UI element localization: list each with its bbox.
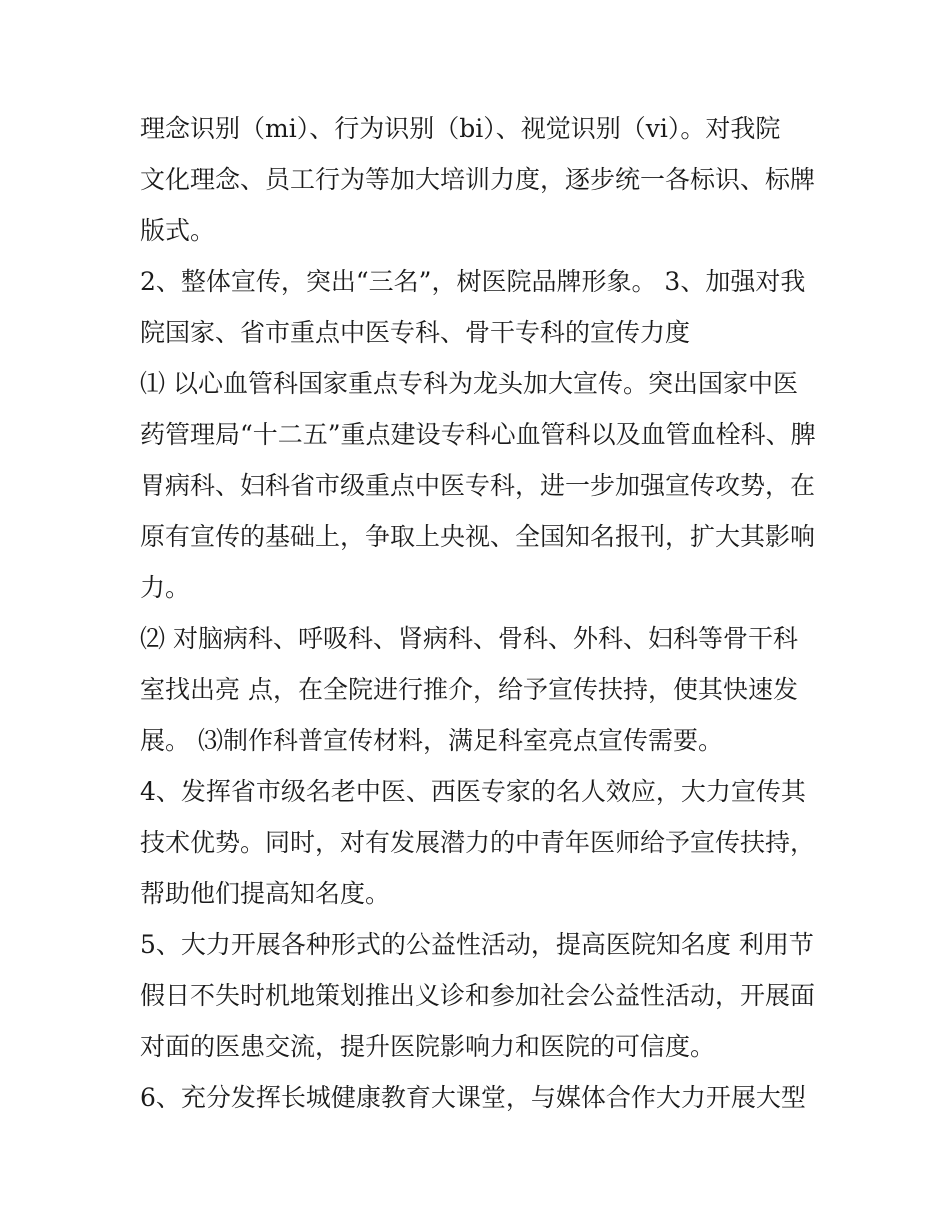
text-line: 原有宣传的基础上，争取上央视、全国知名报刊，扩大其影响 [140,522,816,551]
text-line: 帮助他们提高知名度。 [140,879,391,908]
text-line: 文化理念、员工行为等加大培训力度，逐步统一各标识、标牌 [140,165,816,194]
text-line: 5、大力开展各种形式的公益性活动，提高医院知名度 利用节 [140,930,814,959]
text-line: 室找出亮 点，在全院进行推介，给予宣传扶持，使其快速发 [140,675,798,704]
text-line: 胃病科、妇科省市级重点中医专科，进一步加强宣传攻势，在 [140,471,816,500]
text-line: 6、充分发挥长城健康教育大课堂，与媒体合作大力开展大型 [140,1083,806,1112]
text-line: 院国家、省市重点中医专科、骨干专科的宣传力度 [140,318,691,347]
text-line: 版式。 [140,216,216,245]
text-line: 药管理局“十二五”重点建设专科心血管科以及血管血栓科、脾 [140,420,816,449]
text-line: 4、发挥省市级名老中医、西医专家的名人效应，大力宣传其 [140,777,806,806]
text-line: 技术优势。同时，对有发展潜力的中青年医师给予宣传扶持， [140,828,816,857]
text-line: ⑵ 对脑病科、呼吸科、肾病科、骨科、外科、妇科等骨干科 [140,624,798,653]
document-body [140,103,830,1123]
text-line: 对面的医患交流，提升医院影响力和医院的可信度。 [140,1032,716,1061]
text-line: 2、整体宣传，突出“三名”，树医院品牌形象。 3、加强对我 [140,267,806,296]
text-line: 展。 ⑶制作科普宣传材料，满足科室亮点宣传需要。 [140,726,723,755]
text-line: 理念识别（mi）、行为识别（bi）、视觉识别（vi）。对我院 [140,114,781,143]
text-line: 力。 [140,573,191,602]
text-line: ⑴ 以心血管科国家重点专科为龙头加大宣传。突出国家中医 [140,369,798,398]
text-line: 假日不失时机地策划推出义诊和参加社会公益性活动，开展面 [140,981,816,1010]
